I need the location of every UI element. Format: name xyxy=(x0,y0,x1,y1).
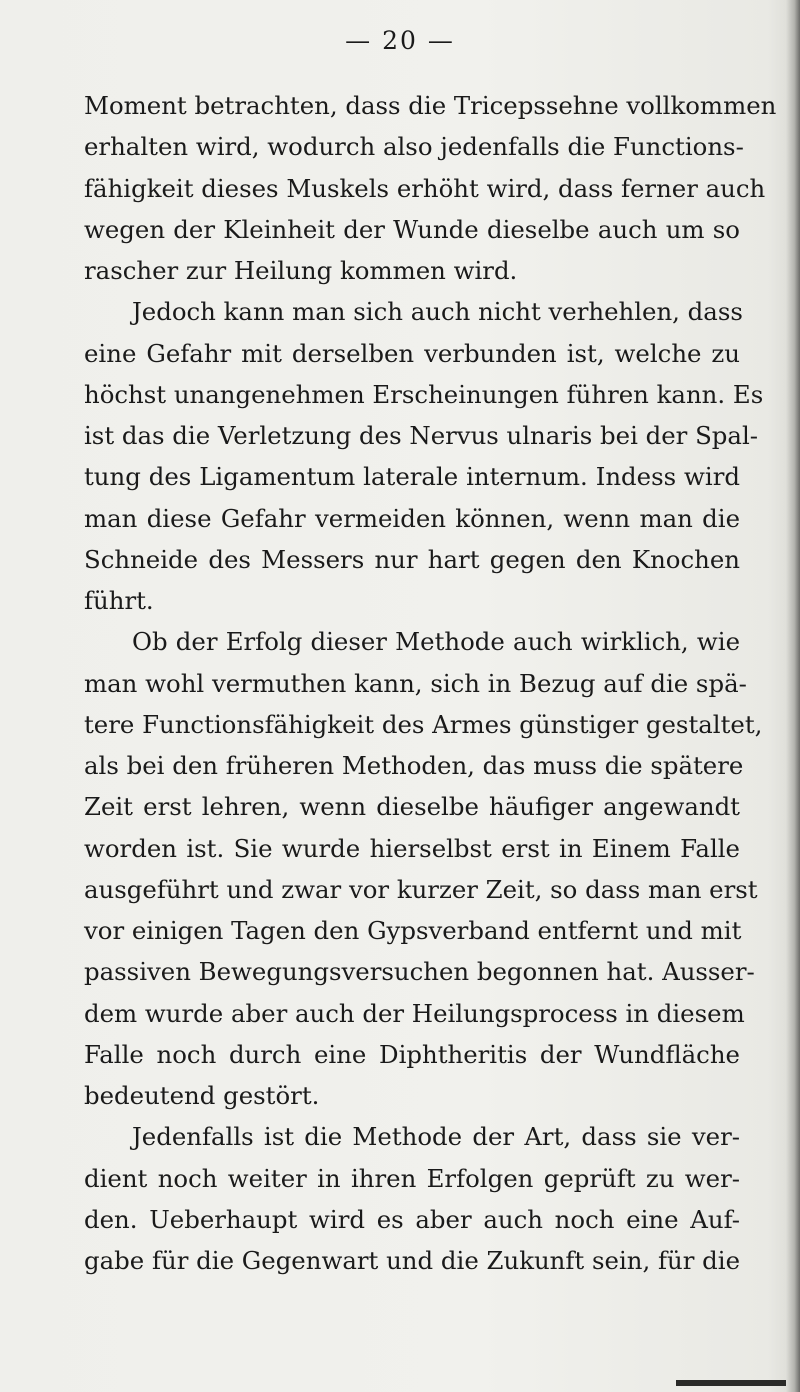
scan-edge-mark xyxy=(676,1380,786,1386)
text-line: tung des Ligamentum laterale internum. Indess wird xyxy=(84,462,740,492)
text-line: dem wurde aber auch der Heilungsprocess in diesem xyxy=(84,998,745,1028)
text-line: wegen der Kleinheit der Wunde dieselbe auch um so xyxy=(84,214,740,244)
page-edge-shadow xyxy=(786,0,800,1392)
body-text xyxy=(84,85,777,1281)
text-line: höchst unangenehmen Erscheinungen führen kann. Es xyxy=(84,379,764,409)
text-line: passiven Bewegungsversuchen begonnen hat. Ausser- xyxy=(84,957,755,987)
text-line: Zeit erst lehren, wenn dieselbe häufiger angewandt xyxy=(84,792,740,822)
text-line: Falle noch durch eine Diphtheritis der Wundfläche xyxy=(84,1039,740,1069)
text-line: worden ist. Sie wurde hierselbst erst in Einem Falle xyxy=(84,833,740,863)
text-line: man diese Gefahr vermeiden können, wenn man die xyxy=(84,503,740,533)
text-line: vor einigen Tagen den Gypsverband entfernt und mit xyxy=(84,916,742,945)
text-line: rascher zur Heilung kommen wird. xyxy=(84,256,518,285)
text-line: man wohl vermuthen kann, sich in Bezug auf die spä- xyxy=(84,668,747,698)
text-line: gabe für die Gegenwart und die Zukunft sein, für die xyxy=(84,1246,740,1275)
text-line: Ob der Erfolg dieser Methode auch wirklich, wie xyxy=(132,627,740,657)
text-line: ist das die Verletzung des Nervus ulnaris bei der Spal- xyxy=(84,421,759,450)
text-line: als bei den früheren Methoden, das muss die spätere xyxy=(84,751,744,780)
text-line: ausgeführt und zwar vor kurzer Zeit, so dass man erst xyxy=(84,874,758,904)
text-line: dient noch weiter in ihren Erfolgen geprüft zu wer- xyxy=(84,1163,740,1193)
text-line: eine Gefahr mit derselben verbunden ist, welche zu xyxy=(84,338,740,368)
text-line: Jedenfalls ist die Methode der Art, dass sie ver- xyxy=(132,1122,740,1152)
text-line: führt. xyxy=(84,586,154,615)
text-line: Jedoch kann man sich auch nicht verhehlen, dass xyxy=(132,297,743,327)
text-line: erhalten wird, wodurch also jedenfalls die Functions- xyxy=(84,132,744,162)
text-line: tere Functionsfähigkeit des Armes günstiger gestaltet, xyxy=(84,709,763,739)
text-line: fähigkeit dieses Muskels erhöht wird, dass ferner auch xyxy=(84,173,766,203)
text-line: bedeutend gestört. xyxy=(84,1081,320,1110)
text-line: den. Ueberhaupt wird es aber auch noch eine Auf- xyxy=(84,1204,740,1234)
page-number: — 20 — xyxy=(345,26,455,55)
text-line: Moment betrachten, dass die Tricepssehne vollkommen xyxy=(84,91,777,120)
text-line: Schneide des Messers nur hart gegen den Knochen xyxy=(84,544,740,574)
